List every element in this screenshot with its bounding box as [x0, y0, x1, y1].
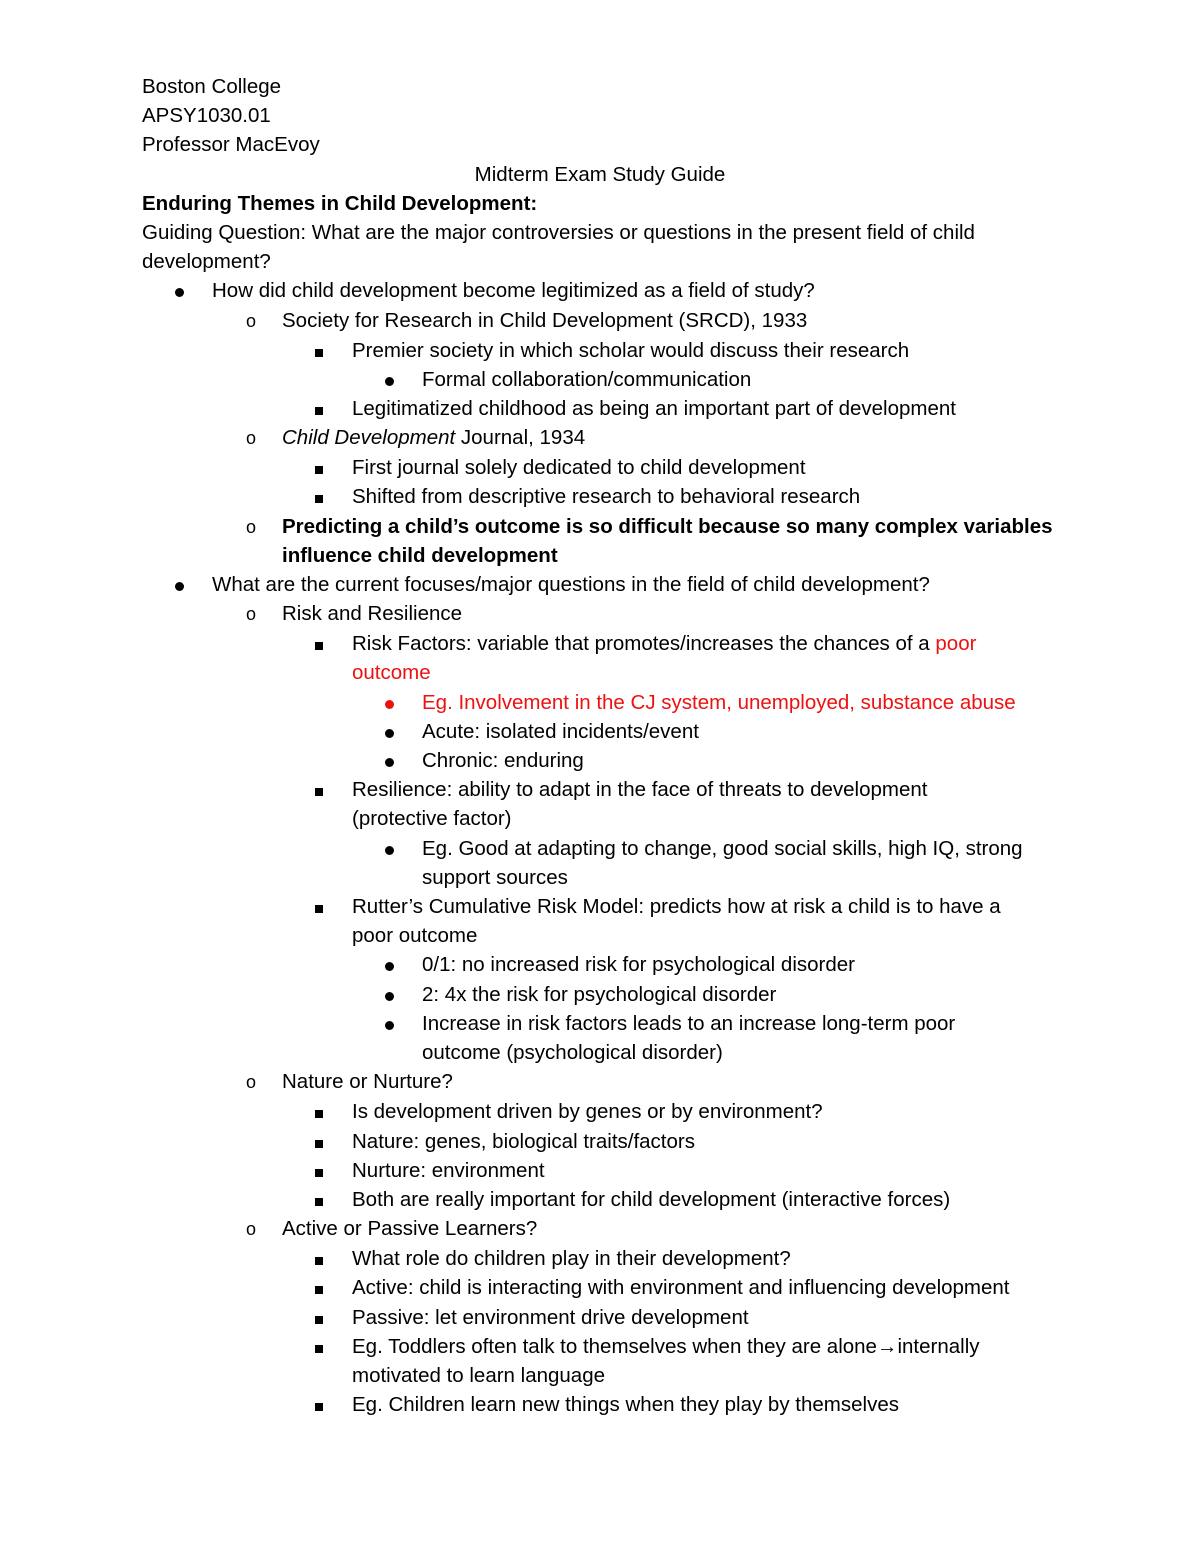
list-item — [312, 892, 1062, 950]
list-item — [312, 1097, 1062, 1126]
list-item — [312, 1156, 1062, 1185]
bullet-icon — [385, 962, 394, 971]
srcd-detail-a: Premier society in which scholar would discuss their research — [352, 338, 910, 362]
bullet-icon — [175, 582, 184, 591]
risk-factors-highlight-2: outcome — [352, 661, 431, 685]
list-item — [312, 453, 1062, 482]
resilience-line-2: (protective factor) — [352, 807, 512, 831]
course-code: APSY1030.01 — [142, 104, 271, 128]
list-item — [242, 599, 1062, 629]
resilience-line-1: Resilience: ability to adapt in the face of threats to development — [352, 778, 928, 802]
list-item — [242, 423, 1062, 453]
square-bullet-icon — [315, 1110, 323, 1118]
school-name: Boston College — [142, 75, 282, 98]
list-item — [312, 629, 1062, 687]
journal-year: Journal, 1934 — [455, 426, 586, 450]
document-body — [142, 72, 1062, 1419]
list-item — [312, 775, 1062, 833]
list-item — [242, 306, 1062, 336]
square-bullet-icon — [315, 1345, 323, 1353]
risk-example: Eg. Involvement in the CJ system, unemployed, substance abuse — [422, 690, 1016, 714]
professor-name: Professor MacEvoy — [142, 133, 320, 157]
list-item — [382, 834, 1062, 892]
square-bullet-icon — [315, 1140, 323, 1148]
active-d-text-2: internally — [897, 1334, 980, 1358]
list-item — [382, 950, 1062, 979]
list-item — [312, 1390, 1062, 1419]
risk-factors-highlight: poor — [935, 632, 977, 656]
rutter-line-1: Rutter’s Cumulative Risk Model: predicts how at risk a child is to have a — [352, 895, 1001, 919]
square-bullet-icon — [315, 466, 323, 474]
list-item — [312, 1244, 1062, 1273]
nature-c: Nurture: environment — [352, 1158, 545, 1182]
guiding-question-line-2: development? — [142, 250, 271, 274]
active-title: Active or Passive Learners? — [282, 1217, 538, 1241]
list-item — [172, 570, 1062, 599]
active-b: Active: child is interacting with environment and influencing development — [352, 1276, 1010, 1300]
square-bullet-icon — [315, 495, 323, 503]
rutter-increase — [422, 1009, 1062, 1067]
list-item — [172, 276, 1062, 305]
square-bullet-icon — [315, 642, 323, 650]
list-item — [312, 394, 1062, 423]
list-item — [242, 1067, 1062, 1097]
list-item — [312, 482, 1062, 511]
circle-bullet-icon: o — [246, 1072, 257, 1093]
circle-bullet-icon: o — [246, 428, 257, 449]
circle-bullet-icon: o — [246, 604, 257, 625]
nature-title: Nature or Nurture? — [282, 1070, 453, 1094]
circle-bullet-icon: o — [246, 1219, 257, 1240]
prediction-line-1: Predicting a child’s outcome is so difficult because so many complex variables — [282, 514, 1053, 538]
bullet-icon — [385, 729, 394, 738]
square-bullet-icon — [315, 1403, 323, 1411]
circle-bullet-icon: o — [246, 516, 257, 537]
nature-b: Nature: genes, biological traits/factors — [352, 1129, 695, 1153]
list-item — [242, 1214, 1062, 1244]
list-item — [312, 1185, 1062, 1214]
list-item — [312, 1273, 1062, 1302]
resilience-example-line-1: Eg. Good at adapting to change, good social skills, high IQ, strong — [422, 836, 1023, 860]
bullet-icon — [175, 288, 184, 297]
list-item — [382, 746, 1062, 775]
list-item — [382, 717, 1062, 746]
resilience-example-line-2: support sources — [422, 865, 568, 889]
rutter-increase-line-1: Increase in risk factors leads to an increase long-term poor — [422, 1011, 956, 1035]
question-2: What are the current focuses/major questions in the field of child development? — [212, 573, 930, 597]
active-e: Eg. Children learn new things when they play by themselves — [352, 1393, 899, 1417]
journal-detail-b: Shifted from descriptive research to behavioral research — [352, 485, 861, 509]
risk-acute: Acute: isolated incidents/event — [422, 719, 699, 743]
rutter-0-1: 0/1: no increased risk for psychological disorder — [422, 953, 855, 977]
list-item — [382, 688, 1062, 717]
guiding-question-line-1: Guiding Question: What are the major controversies or questions in the present field of child — [142, 221, 975, 245]
square-bullet-icon — [315, 1316, 323, 1324]
square-bullet-icon — [315, 788, 323, 796]
square-bullet-icon — [315, 1169, 323, 1177]
risk-factors-text: Risk Factors: variable that promotes/increases the chances of a — [352, 632, 936, 656]
list-item — [312, 336, 1062, 365]
srcd-item: Society for Research in Child Development (SRCD), 1933 — [282, 308, 808, 332]
bullet-icon — [385, 1021, 394, 1030]
risk-chronic: Chronic: enduring — [422, 749, 584, 773]
bullet-icon — [385, 700, 394, 709]
resilience-example — [422, 834, 1062, 892]
list-item — [382, 365, 1062, 394]
question-1: How did child development become legitimized as a field of study? — [212, 279, 815, 303]
list-item — [312, 1127, 1062, 1156]
journal-detail-a: First journal solely dedicated to child development — [352, 456, 806, 480]
arrow-right-icon: → — [876, 1334, 898, 1358]
list-item — [312, 1303, 1062, 1332]
square-bullet-icon — [315, 1198, 323, 1206]
active-d-text: Eg. Toddlers often talk to themselves when they are alone — [352, 1334, 877, 1358]
document-title: Midterm Exam Study Guide — [474, 162, 726, 186]
active-d-line-2: motivated to learn language — [352, 1363, 606, 1387]
prediction-line-2: influence child development — [282, 543, 558, 567]
square-bullet-icon — [315, 905, 323, 913]
resilience-item — [352, 775, 1062, 833]
circle-bullet-icon: o — [246, 310, 257, 331]
srcd-detail-a1: Formal collaboration/communication — [422, 367, 752, 391]
journal-name: Child Development — [282, 426, 456, 450]
bullet-icon — [385, 992, 394, 1001]
active-c: Passive: let environment drive development — [352, 1305, 749, 1329]
srcd-detail-b: Legitimatized childhood as being an important part of development — [352, 397, 956, 421]
section-heading: Enduring Themes in Child Development: — [142, 191, 538, 215]
bullet-icon — [385, 377, 394, 386]
active-d — [352, 1332, 1062, 1390]
square-bullet-icon — [315, 1286, 323, 1294]
rutter-item — [352, 892, 1062, 950]
active-a: What role do children play in their development? — [352, 1247, 791, 1271]
list-item — [312, 1332, 1062, 1390]
journal-item — [282, 423, 1062, 452]
prediction-item — [282, 512, 1062, 570]
risk-factors-item — [352, 629, 1062, 687]
list-item — [382, 980, 1062, 1009]
bullet-icon — [385, 758, 394, 767]
list-item — [382, 1009, 1062, 1067]
square-bullet-icon — [315, 407, 323, 415]
nature-a: Is development driven by genes or by environment? — [352, 1100, 823, 1124]
list-item — [242, 512, 1062, 570]
rutter-2: 2: 4x the risk for psychological disorder — [422, 982, 777, 1006]
bullet-icon — [385, 846, 394, 855]
square-bullet-icon — [315, 1257, 323, 1265]
square-bullet-icon — [315, 349, 323, 357]
risk-title: Risk and Resilience — [282, 602, 463, 626]
rutter-increase-line-2: outcome (psychological disorder) — [422, 1041, 723, 1065]
nature-d: Both are really important for child development (interactive forces) — [352, 1187, 951, 1211]
rutter-line-2: poor outcome — [352, 924, 478, 948]
